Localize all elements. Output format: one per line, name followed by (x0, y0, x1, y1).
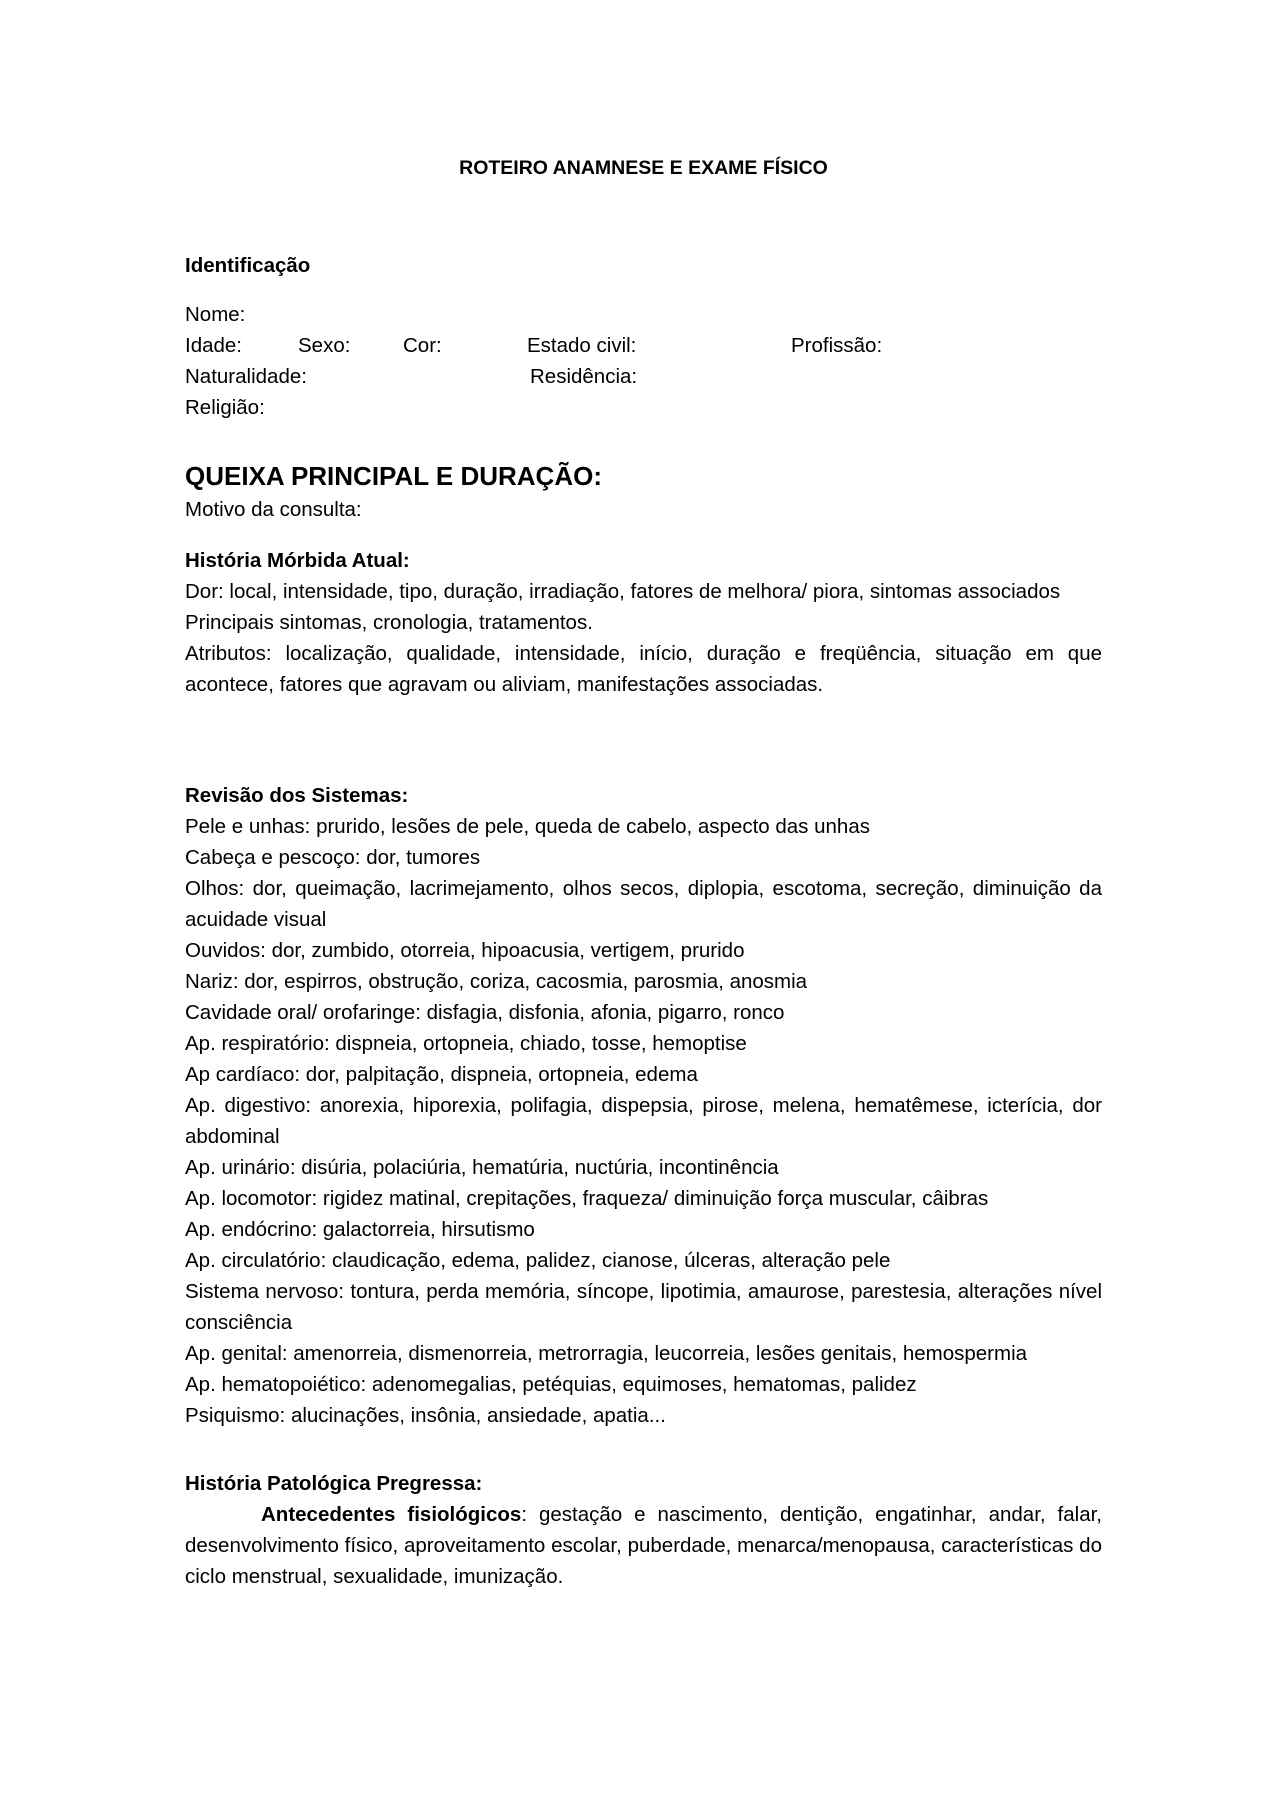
antecedentes-label: Antecedentes fisiológicos (261, 1503, 522, 1526)
revisao-item: Olhos: dor, queimação, lacrimejamento, olhos secos, diplopia, escotoma, secreção, diminuição da acuidade visual (185, 877, 1102, 931)
antecedentes-paragraph (185, 1499, 1102, 1592)
motivo-consulta: Motivo da consulta: (185, 498, 362, 521)
revisao-item: Nariz: dor, espirros, obstrução, coriza, cacosmia, parosmia, anosmia (185, 970, 808, 993)
hma-section (185, 545, 1102, 700)
revisao-item: Pele e unhas: prurido, lesões de pele, queda de cabelo, aspecto das unhas (185, 815, 870, 838)
hma-heading: História Mórbida Atual: (185, 549, 410, 572)
revisao-section (185, 780, 1102, 1431)
revisao-item: Ap. endócrino: galactorreia, hirsutismo (185, 1218, 535, 1241)
revisao-item: Ap. genital: amenorreia, dismenorreia, metrorragia, leucorreia, lesões genitais, hemospermia (185, 1342, 1028, 1365)
revisao-item: Ap. urinário: disúria, polaciúria, hematúria, nuctúria, incontinência (185, 1156, 779, 1179)
hma-line: Dor: local, intensidade, tipo, duração, irradiação, fatores de melhora/ piora, sintomas associados (185, 580, 1061, 603)
queixa-heading: QUEIXA PRINCIPAL E DURAÇÃO: (185, 461, 602, 491)
revisao-item: Ap cardíaco: dor, palpitação, dispneia, ortopneia, edema (185, 1063, 698, 1086)
revisao-heading: Revisão dos Sistemas: (185, 784, 409, 807)
revisao-item: Ap. circulatório: claudicação, edema, palidez, cianose, úlceras, alteração pele (185, 1249, 891, 1272)
revisao-item: Psiquismo: alucinações, insônia, ansiedade, apatia... (185, 1404, 666, 1427)
field-profissao: Profissão: (791, 334, 883, 357)
field-cor: Cor: (403, 334, 442, 357)
antecedentes-text: : gestação e nascimento, dentição, engatinhar, andar, falar, desenvolvimento físico, aproveitamento escolar, puberdade, menarca/menopausa, características do ciclo menstrual, sexualidade, imunização. (185, 1503, 1102, 1588)
revisao-item: Ap. respiratório: dispneia, ortopneia, chiado, tosse, hemoptise (185, 1032, 747, 1055)
revisao-item: Ap. locomotor: rigidez matinal, crepitações, fraqueza/ diminuição força muscular, câibras (185, 1187, 989, 1210)
hma-line: Principais sintomas, cronologia, tratamentos. (185, 611, 593, 634)
hma-line: Atributos: localização, qualidade, intensidade, início, duração e freqüência, situação em que acontece, fatores que agravam ou aliviam, manifestações associadas. (185, 642, 1102, 696)
revisao-item: Ap. digestivo: anorexia, hiporexia, polifagia, dispepsia, pirose, melena, hematêmese, icterícia, dor abdominal (185, 1094, 1102, 1148)
revisao-item: Sistema nervoso: tontura, perda memória, síncope, lipotimia, amaurose, parestesia, alterações nível consciência (185, 1280, 1102, 1334)
field-sexo: Sexo: (298, 334, 351, 357)
identificacao-heading: Identificação (185, 254, 311, 277)
field-naturalidade: Naturalidade: (185, 365, 307, 388)
document-title: ROTEIRO ANAMNESE E EXAME FÍSICO (459, 157, 828, 179)
revisao-item: Cabeça e pescoço: dor, tumores (185, 846, 481, 869)
revisao-item: Ap. hematopoiético: adenomegalias, petéquias, equimoses, hematomas, palidez (185, 1373, 917, 1396)
revisao-item: Ouvidos: dor, zumbido, otorreia, hipoacusia, vertigem, prurido (185, 939, 745, 962)
field-estado-civil: Estado civil: (527, 334, 637, 357)
identificacao-row-1 (185, 330, 1102, 361)
hpp-section (185, 1468, 1102, 1592)
field-nome: Nome: (185, 303, 246, 326)
field-idade: Idade: (185, 334, 242, 357)
hpp-heading: História Patológica Pregressa: (185, 1472, 483, 1495)
field-residencia: Residência: (530, 365, 638, 388)
field-religiao: Religião: (185, 396, 265, 419)
identificacao-row-2 (185, 361, 1102, 392)
revisao-item: Cavidade oral/ orofaringe: disfagia, disfonia, afonia, pigarro, ronco (185, 1001, 785, 1024)
